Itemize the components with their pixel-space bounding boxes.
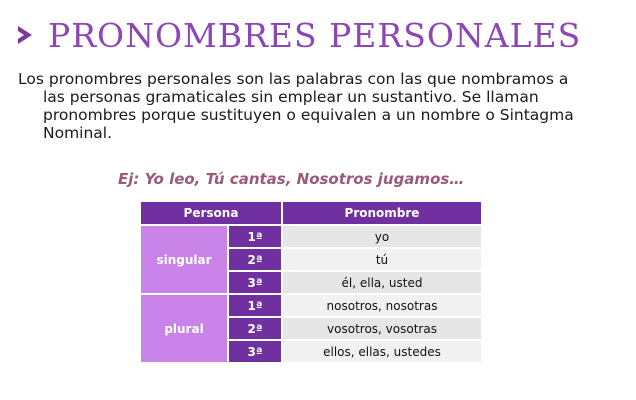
pronoun-cell: él, ella, usted — [282, 271, 482, 294]
pronoun-cell: nosotros, nosotras — [282, 294, 482, 317]
table-row — [140, 225, 482, 248]
pronoun-cell: tú — [282, 248, 482, 271]
header-persona: Persona — [140, 201, 282, 225]
person-ordinal: 2ª — [228, 248, 282, 271]
person-ordinal: 1ª — [228, 225, 282, 248]
arrowhead-bullet-icon — [18, 26, 32, 44]
person-ordinal: 3ª — [228, 271, 282, 294]
example-sentence: Ej: Yo leo, Tú cantas, Nosotros jugamos… — [118, 170, 465, 188]
intro-line: las personas gramaticales sin emplear un sustantivo. Se llaman — [43, 88, 539, 106]
table-header-row — [140, 201, 482, 225]
pronoun-cell: vosotros, vosotras — [282, 317, 482, 340]
intro-line: Los pronombres personales son las palabras con las que nombramos a — [18, 70, 569, 88]
person-ordinal: 3ª — [228, 340, 282, 363]
intro-line: Nominal. — [43, 124, 113, 142]
table-row — [140, 294, 482, 317]
pronouns-table — [139, 200, 483, 364]
page-title: PRONOMBRES PERSONALES — [48, 15, 582, 55]
group-label-singular: singular — [140, 225, 228, 294]
pronoun-cell: yo — [282, 225, 482, 248]
intro-paragraph — [18, 70, 626, 142]
group-label-plural: plural — [140, 294, 228, 363]
pronoun-cell: ellos, ellas, ustedes — [282, 340, 482, 363]
intro-line: pronombres porque sustituyen o equivalen a un nombre o Sintagma — [43, 106, 574, 124]
slide-heading — [18, 10, 581, 60]
person-ordinal: 1ª — [228, 294, 282, 317]
header-pronombre: Pronombre — [282, 201, 482, 225]
person-ordinal: 2ª — [228, 317, 282, 340]
